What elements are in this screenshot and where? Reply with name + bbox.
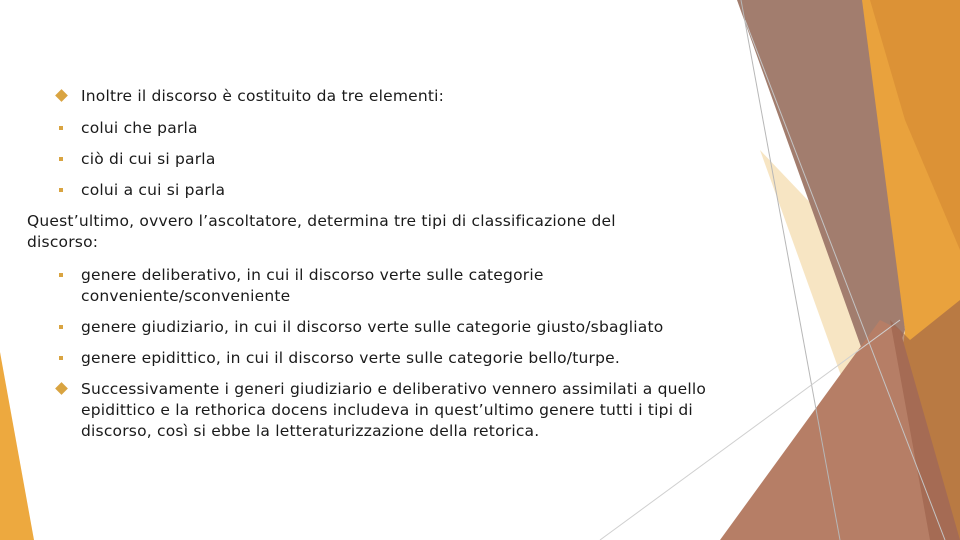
left-orange-shape	[0, 352, 34, 540]
square-bullet-icon	[59, 325, 63, 329]
element-text: colui a cui si parla	[81, 181, 226, 199]
diamond-bullet-icon	[55, 382, 68, 395]
paragraph-text: Quest’ultimo, ovvero l’ascoltatore, determina tre tipi di classificazione del discorso:	[27, 212, 616, 251]
diamond-bullet-icon	[55, 89, 68, 102]
intro-text: Inoltre il discorso è costituito da tre elementi:	[81, 87, 445, 105]
conclusion-text: Successivamente i generi giudiziario e deliberativo vennero assimilati a quello epidittico e la rethorica docens includeva in quest’ultimo genere tutti i tipi di discorso, così si ebbe la letteraturizzazione della retorica.	[81, 380, 707, 440]
slide-content	[27, 86, 724, 453]
list-item-element	[54, 149, 724, 170]
square-bullet-icon	[59, 157, 63, 161]
square-bullet-icon	[59, 356, 63, 360]
element-text: colui che parla	[81, 119, 198, 137]
list-item-intro	[54, 86, 724, 107]
list-item-genre	[54, 317, 724, 338]
square-bullet-icon	[59, 126, 63, 130]
genre-text: genere deliberativo, in cui il discorso verte sulle categorie conveniente/sconveniente	[81, 266, 544, 305]
element-text: ciò di cui si parla	[81, 150, 216, 168]
genre-text: genere giudiziario, in cui il discorso verte sulle categorie giusto/sbagliato	[81, 318, 664, 336]
list-item-conclusion	[54, 379, 724, 442]
list-item-element	[54, 180, 724, 201]
list-item-genre	[54, 348, 724, 369]
square-bullet-icon	[59, 188, 63, 192]
classification-paragraph	[27, 211, 667, 253]
square-bullet-icon	[59, 273, 63, 277]
list-item-element	[54, 118, 724, 139]
list-item-genre	[54, 265, 601, 307]
genre-text: genere epidittico, in cui il discorso verte sulle categorie bello/turpe.	[81, 349, 621, 367]
